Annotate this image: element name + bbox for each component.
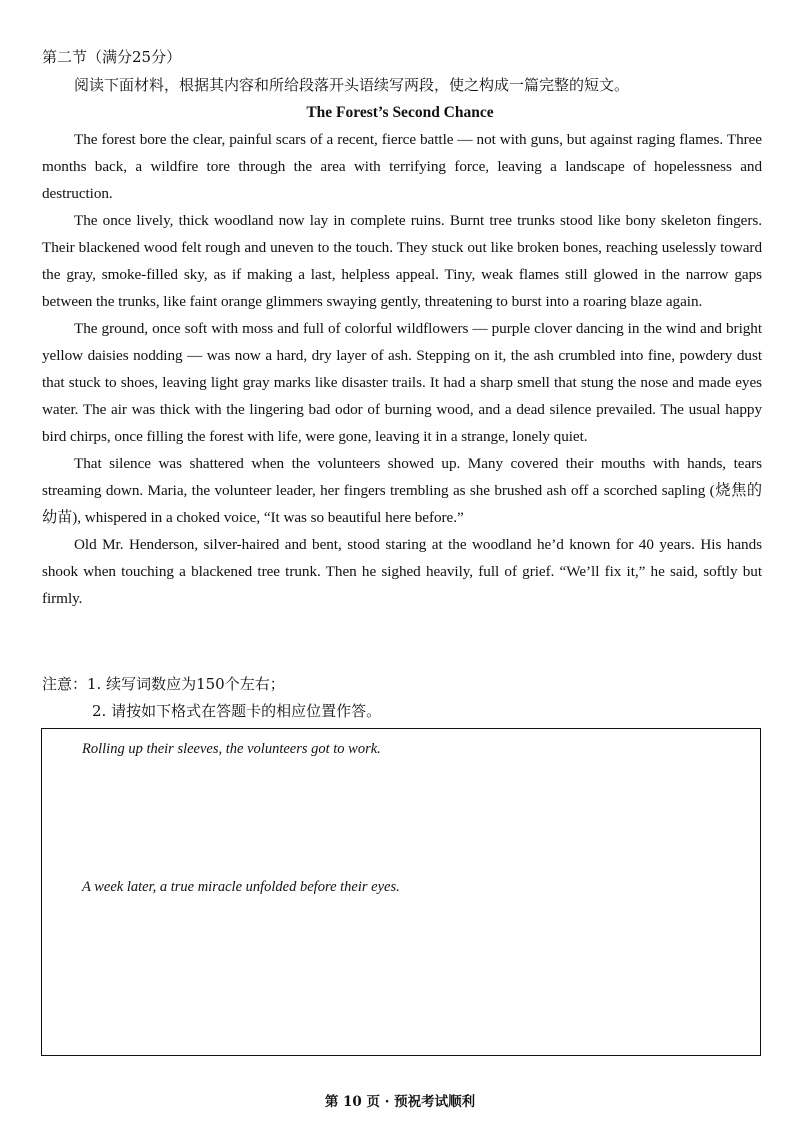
article-body (42, 126, 762, 612)
section-header: 第二节（满分25分） (42, 48, 182, 66)
answer-box (41, 728, 761, 1056)
task-instruction: 阅读下面材料，根据其内容和所给段落开头语续写两段，使之构成一篇完整的短文。 (74, 76, 630, 94)
article-paragraph-3: The ground, once soft with moss and full of colorful wildflowers — purple clover dancing in the wind and bright yellow daisies nodding — was now a hard, dry layer of ash. Stepping on it, the ash crumbled into fine, powdery dust that stuck to shoes, leaving light gray marks like disaster trails. It had a sharp smell that stung the nose and made eyes water. The air was thick with the lingering bad odor of burning wood, and a dead silence prevailed. The usual happy bird chirps, once filling the forest with life, were gone, leaving it in a strange, lonely quiet. (42, 320, 762, 445)
paragraph-starter-1: Rolling up their sleeves, the volunteers got to work. (82, 741, 381, 757)
notes-item-2: 2. 请按如下格式在答题卡的相应位置作答。 (92, 702, 382, 720)
paragraph-starter-2: A week later, a true miracle unfolded before their eyes. (82, 879, 400, 895)
page-footer: 第 10 页 · 预祝考试顺利 (324, 1094, 476, 1110)
article-paragraph-1: The forest bore the clear, painful scars of a recent, fierce battle — not with guns, but against raging flames. Three months back, a wildfire tore through the area with terrifying force, leaving a landscape of hopelessness and destruction. (42, 131, 762, 202)
notes-item-1: 注意：1. 续写词数应为150个左右； (42, 675, 285, 693)
article-paragraph-2: The once lively, thick woodland now lay in complete ruins. Burnt tree trunks stood like bony skeleton fingers. Their blackened wood felt rough and uneven to the touch. They stuck out like broken bones, reaching uselessly toward the gray, smoke-filled sky, as if making a last, helpless appeal. Tiny, weak flames still glowed in the narrow gaps between the trunks, like faint orange glimmers swaying gently, threatening to burst into a roaring blaze again. (42, 212, 762, 310)
article-paragraph-4: That silence was shattered when the volunteers showed up. Many covered their mouths with hands, tears streaming down. Maria, the volunteer leader, her fingers trembling as she brushed ash off a scorched sapling (烧焦的幼苗), whispered in a choked voice, “It was so beautiful here before.” (42, 455, 762, 526)
article-paragraph-5: Old Mr. Henderson, silver-haired and bent, stood staring at the woodland he’d known for 40 years. His hands shook when touching a blackened tree trunk. Then he sighed heavily, full of grief. “We’ll fix it,” he said, softly but firmly. (42, 536, 762, 607)
article-title: The Forest’s Second Chance (306, 104, 494, 121)
